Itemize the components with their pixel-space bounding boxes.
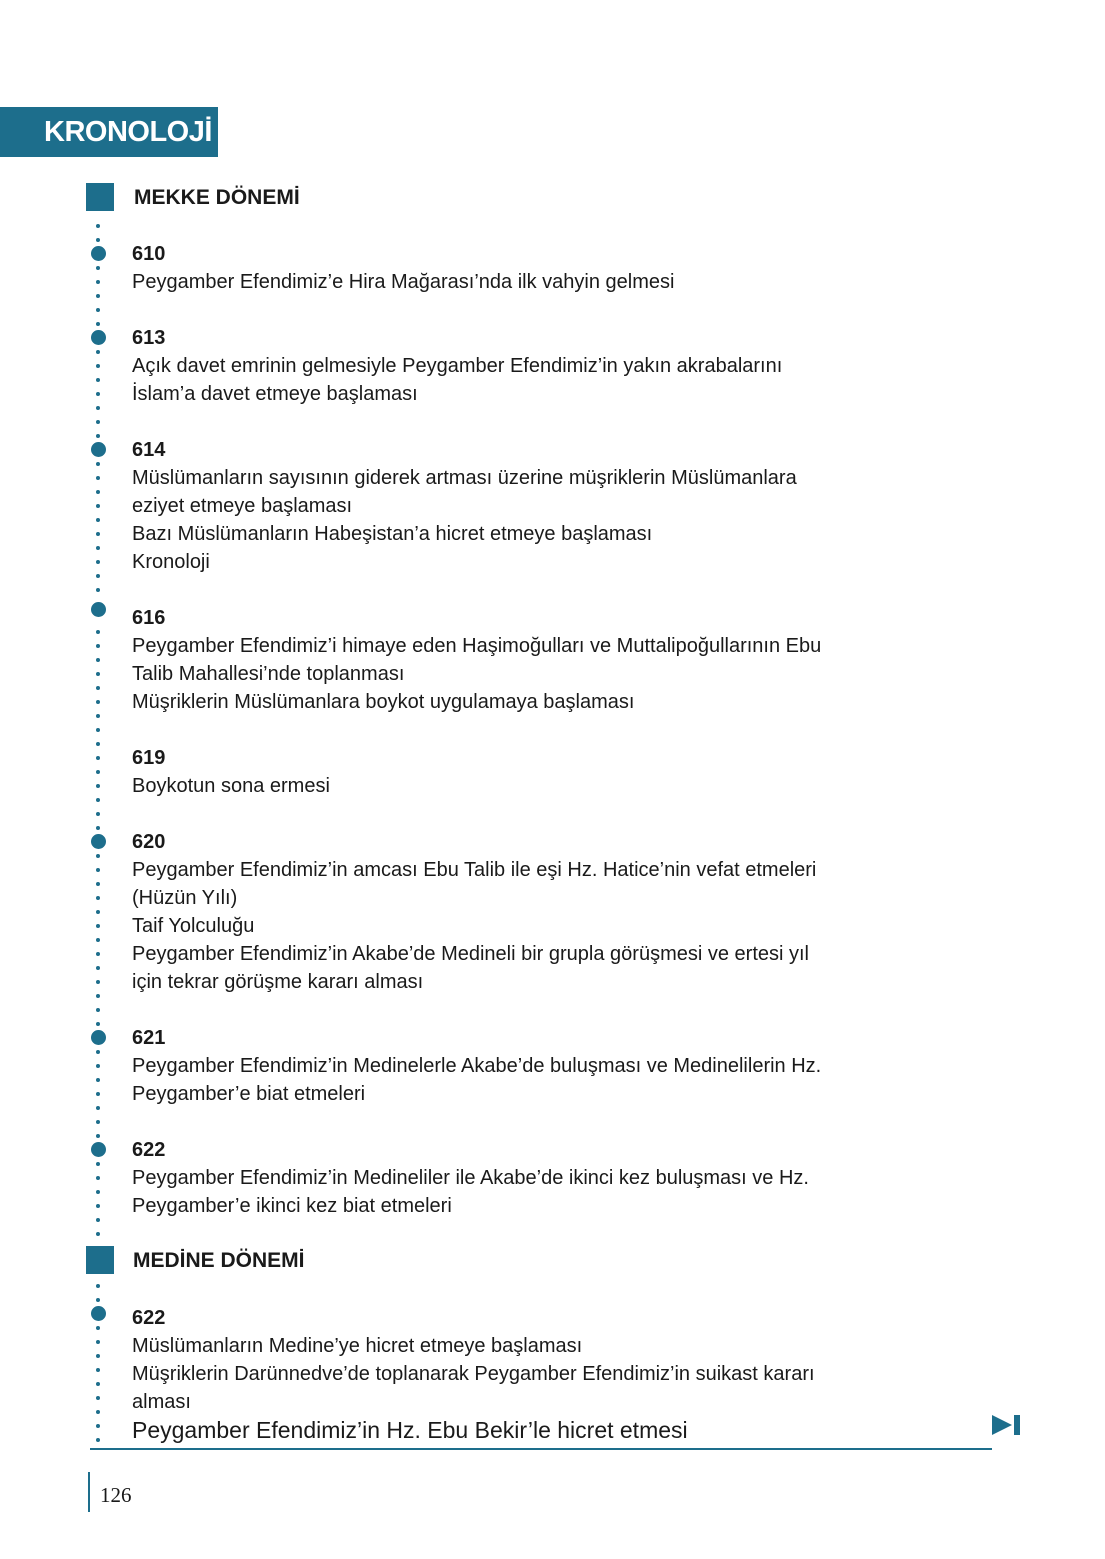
timeline-dot [96, 462, 100, 466]
timeline-dot [96, 644, 100, 648]
timeline-dot [96, 350, 100, 354]
timeline-dot [96, 630, 100, 634]
entry-line: Kronoloji [132, 551, 210, 573]
timeline-dot [96, 1326, 100, 1330]
timeline-dot [96, 924, 100, 928]
timeline-dot [96, 798, 100, 802]
timeline-dot [96, 1218, 100, 1222]
entry-line: Peygamber Efendimiz’in Akabe’de Medineli bir grupla görüşmesi ve ertesi yıl [132, 943, 809, 965]
entry-year: 622 [132, 1307, 166, 1329]
page-number-rule [88, 1472, 90, 1512]
timeline-dot [96, 1064, 100, 1068]
timeline-marker-dot [91, 1030, 106, 1045]
timeline-dot [96, 910, 100, 914]
timeline-dot [96, 1396, 100, 1400]
timeline-dot [96, 406, 100, 410]
timeline-entry [132, 436, 912, 576]
entry-year: 613 [132, 327, 166, 349]
timeline-dot [96, 1232, 100, 1236]
timeline-dot [96, 1092, 100, 1096]
timeline-entry [132, 604, 912, 716]
timeline-marker-dot [91, 330, 106, 345]
entry-year: 619 [132, 747, 166, 769]
timeline-dot [96, 420, 100, 424]
timeline-dot [96, 938, 100, 942]
timeline-dot [96, 1204, 100, 1208]
timeline-dot [96, 308, 100, 312]
timeline-dot [96, 280, 100, 284]
timeline-dot [96, 1438, 100, 1442]
timeline-dot [96, 1022, 100, 1026]
page-number: 126 [100, 1483, 132, 1507]
timeline-dot [96, 658, 100, 662]
timeline-dot [96, 1382, 100, 1386]
entry-line: için tekrar görüşme kararı alması [132, 971, 424, 993]
timeline-dot [96, 1368, 100, 1372]
timeline-dot [96, 1078, 100, 1082]
timeline-dot [96, 588, 100, 592]
timeline-dot [96, 1106, 100, 1110]
timeline-dot [96, 504, 100, 508]
timeline-dot [96, 700, 100, 704]
next-page-icon[interactable] [990, 1413, 1022, 1437]
timeline-dot [96, 490, 100, 494]
entry-line: Boykotun sona ermesi [132, 775, 330, 797]
chapter-title: KRONOLOJİ [44, 116, 212, 148]
entry-year: 614 [132, 439, 166, 461]
timeline-dot [96, 784, 100, 788]
timeline-marker-dot [91, 442, 106, 457]
timeline-dot [96, 224, 100, 228]
timeline-marker-dot [91, 1142, 106, 1157]
timeline-entry [132, 324, 912, 408]
timeline-entry [132, 828, 912, 996]
timeline-entry [132, 1136, 912, 1220]
timeline-dot [96, 1424, 100, 1428]
timeline-entry [132, 744, 912, 800]
entry-year: 616 [132, 607, 166, 629]
timeline-dot [96, 854, 100, 858]
entry-line: Peygamber Efendimiz’e Hira Mağarası’nda ilk vahyin gelmesi [132, 271, 675, 293]
timeline-dot [96, 294, 100, 298]
timeline-dot [96, 686, 100, 690]
entry-line: İslam’a davet etmeye başlaması [132, 383, 418, 405]
timeline-dot [96, 868, 100, 872]
entry-line: Peygamber’e biat etmeleri [132, 1083, 366, 1105]
entry-year: 610 [132, 243, 166, 265]
timeline-dot [96, 896, 100, 900]
chapter-header-band [0, 107, 218, 157]
section-marker-square [86, 1246, 114, 1274]
timeline-dot [96, 322, 100, 326]
entry-year: 620 [132, 831, 166, 853]
timeline-dot [96, 1176, 100, 1180]
timeline-dot [96, 1340, 100, 1344]
timeline-dot [96, 476, 100, 480]
entry-line: Peygamber Efendimiz’in amcası Ebu Talib ile eşi Hz. Hatice’nin vefat etmeleri [132, 859, 817, 881]
timeline-marker-dot [91, 246, 106, 261]
timeline-dot [96, 1120, 100, 1124]
timeline-dot [96, 1008, 100, 1012]
timeline-dot [96, 742, 100, 746]
entry-line: Bazı Müslümanların Habeşistan’a hicret etmeye başlaması [132, 523, 653, 545]
timeline-dot [96, 672, 100, 676]
section-title-mekke: MEKKE DÖNEMİ [134, 186, 300, 209]
timeline-dot [96, 1284, 100, 1288]
timeline-dot [96, 728, 100, 732]
entry-year: 621 [132, 1027, 166, 1049]
entry-line: Peygamber Efendimiz’in Medineliler ile Akabe’de ikinci kez buluşması ve Hz. [132, 1167, 809, 1189]
entry-line: Müslümanların sayısının giderek artması üzerine müşriklerin Müslümanlara [132, 467, 797, 489]
timeline-dot [96, 1050, 100, 1054]
entry-line: Müslümanların Medine’ye hicret etmeye başlaması [132, 1335, 583, 1357]
entry-line: Peygamber’e ikinci kez biat etmeleri [132, 1195, 452, 1217]
timeline-dot [96, 1134, 100, 1138]
entry-line: alması [132, 1391, 191, 1413]
timeline-dot [96, 560, 100, 564]
entry-line: (Hüzün Yılı) [132, 887, 238, 909]
timeline-dot [96, 994, 100, 998]
timeline-dot [96, 714, 100, 718]
timeline-dot [96, 826, 100, 830]
timeline-dot [96, 1410, 100, 1414]
timeline-dot [96, 266, 100, 270]
timeline-dot [96, 532, 100, 536]
timeline-marker-dot [91, 1306, 106, 1321]
timeline-marker-dot [91, 834, 106, 849]
timeline-dot [96, 952, 100, 956]
timeline-dot [96, 378, 100, 382]
entry-line: eziyet etmeye başlaması [132, 495, 353, 517]
timeline-dot [96, 812, 100, 816]
timeline-entry [132, 1024, 912, 1108]
timeline-marker-dot [91, 602, 106, 617]
entry-line: Müşriklerin Darünnedve’de toplanarak Peygamber Efendimiz’in suikast kararı [132, 1363, 815, 1385]
entry-line: Peygamber Efendimiz’in Medinelerle Akabe’de buluşması ve Medinelilerin Hz. [132, 1055, 822, 1077]
entry-line: Açık davet emrinin gelmesiyle Peygamber Efendimiz’in yakın akrabalarını [132, 355, 783, 377]
timeline-entry [132, 1304, 912, 1444]
timeline-dot [96, 966, 100, 970]
timeline-dot [96, 882, 100, 886]
timeline-dot [96, 238, 100, 242]
timeline-dot [96, 574, 100, 578]
bottom-divider [90, 1448, 992, 1450]
entry-line: Taif Yolculuğu [132, 915, 255, 937]
entry-line: Peygamber Efendimiz’i himaye eden Haşimoğulları ve Muttalipoğullarının Ebu [132, 635, 822, 657]
timeline-dot [96, 1162, 100, 1166]
timeline-dot [96, 1190, 100, 1194]
entry-line: Talib Mahallesi’nde toplanması [132, 663, 405, 685]
timeline-dot [96, 980, 100, 984]
entry-line: Peygamber Efendimiz’in Hz. Ebu Bekir’le hicret etmesi [132, 1417, 688, 1443]
timeline-dot [96, 1354, 100, 1358]
timeline-dot [96, 434, 100, 438]
entry-year: 622 [132, 1139, 166, 1161]
timeline-dot [96, 392, 100, 396]
timeline-dot [96, 364, 100, 368]
timeline-entry [132, 240, 912, 296]
timeline-dot [96, 546, 100, 550]
section-title-medine: MEDİNE DÖNEMİ [133, 1249, 305, 1272]
timeline-dot [96, 770, 100, 774]
timeline-dot [96, 1298, 100, 1302]
entry-line: Müşriklerin Müslümanlara boykot uygulamaya başlaması [132, 691, 635, 713]
timeline-dot [96, 518, 100, 522]
timeline-dot [96, 756, 100, 760]
section-marker-square [86, 183, 114, 211]
